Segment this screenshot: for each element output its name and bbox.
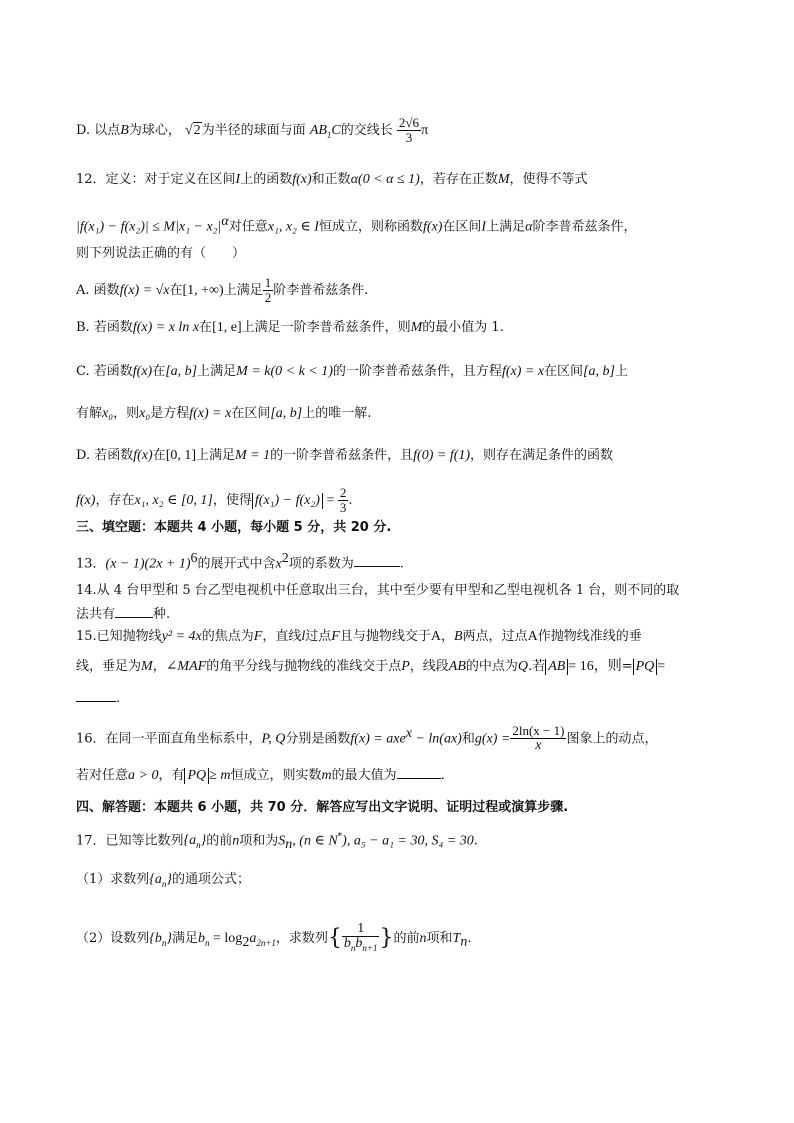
text: ，线段 [409, 659, 449, 674]
math: x₀ [102, 406, 114, 421]
q17-part1 [76, 870, 734, 894]
text: ，则 [113, 406, 140, 421]
answer-blank[interactable] [76, 687, 116, 702]
text: 为半径的球面与面 [201, 123, 306, 138]
math: AB [309, 123, 327, 138]
text: （1）求数列 [76, 872, 150, 887]
sub: 2 [242, 934, 250, 950]
q15-line1 [76, 627, 734, 647]
text: ，求数列 [275, 930, 328, 946]
math: I [235, 172, 241, 187]
sup: 2 [281, 551, 289, 566]
text: 16．在同一平面直角坐标系中， [76, 731, 262, 747]
text: . [473, 833, 478, 849]
math: M [497, 172, 510, 187]
text: 的交线长 [340, 123, 393, 138]
text: 项和 [426, 930, 453, 946]
math: [0, 1] [165, 448, 197, 463]
sequence-a [149, 872, 172, 887]
text: 上满足 [196, 448, 236, 463]
text: . [440, 768, 445, 783]
math: M = 1 [235, 448, 271, 463]
pi: π [421, 123, 429, 138]
text: 作抛物线准线的垂 [537, 629, 642, 644]
text: 则下列说法正确的有（ ） [76, 246, 246, 261]
math: b [355, 936, 363, 951]
section-answer-heading: 四、解答题：本题共 6 小题，共 70 分．解答应写出文字说明、证明过程或演算步骤. [76, 800, 569, 815]
text: 在区间 [544, 364, 584, 379]
q14-line2 [76, 603, 734, 625]
math: x₀ [139, 406, 151, 421]
text: 的前 [393, 930, 420, 946]
sup: x [405, 726, 412, 741]
math: = log [209, 930, 243, 946]
text: 上满足 [197, 364, 237, 379]
text: .若 [528, 659, 546, 674]
math: x₁, x₂ ∈ I [267, 219, 319, 235]
math: M [410, 320, 423, 335]
math: f(x) [132, 364, 153, 379]
text: ，存在 [95, 493, 135, 508]
q12-option-d-line2 [76, 486, 734, 515]
q15-line3 [76, 687, 734, 709]
math: f(x) [422, 219, 443, 235]
q12-option-d-line1 [76, 446, 734, 466]
equals: = [657, 659, 666, 674]
text: 有解 [76, 406, 103, 421]
sub: n [161, 937, 167, 948]
text: 项和为 [239, 833, 279, 849]
text: ，则存在满足条件的函数 [470, 448, 614, 463]
q12-option-b [76, 318, 734, 338]
math: T [452, 930, 461, 946]
sub: n [161, 878, 167, 889]
text: 在区间 [442, 219, 482, 235]
math: f(x) [76, 493, 96, 508]
text: 15.已知抛物线 [76, 629, 162, 644]
q12-option-c-line1 [76, 362, 734, 382]
math: Q [517, 659, 529, 674]
q11-option-d [76, 116, 734, 145]
left-brace: { [327, 925, 342, 951]
sup: α [221, 214, 229, 229]
answer-blank[interactable] [397, 764, 441, 779]
text: 的中点为 [465, 659, 518, 674]
text: = [621, 659, 633, 674]
fraction [263, 276, 274, 305]
sub: n [205, 937, 210, 948]
q13 [76, 549, 734, 574]
text: 和正数 [311, 172, 351, 187]
text: 17．已知等比数列 [76, 833, 184, 849]
math: A [527, 629, 538, 644]
text: ，使得 [212, 493, 252, 508]
math: P, Q [261, 731, 286, 747]
math: f(x) [292, 172, 312, 187]
math: I [481, 219, 487, 235]
math: B [120, 123, 129, 138]
text: = 16，则 [568, 659, 622, 674]
fraction [338, 486, 349, 515]
q14-line1: 14.从 4 台甲型和 5 台乙型电视机中任意取出三台，其中至少要有甲型和乙型电视机各 1 台，则不同的取 [76, 583, 680, 598]
math: [1, +∞) [182, 283, 224, 298]
text: 的通项公式； [172, 872, 251, 887]
text: 的一阶李普希兹条件，且 [270, 448, 414, 463]
sub: 1 [326, 129, 332, 140]
math: ), a₅ − a₁ = 30, S₄ = 30 [342, 833, 474, 849]
math: AB [448, 659, 466, 674]
math: {b [149, 930, 162, 946]
math: f(x) = x ln x [132, 320, 200, 335]
math: x [275, 556, 282, 572]
math: , (n ∈ N [292, 833, 338, 849]
text: 12．定义：对于定义在区间 [76, 172, 236, 187]
text: 的角平分线与抛物线的准线交于点 [206, 659, 402, 674]
text: 13． [76, 556, 106, 572]
option-label: B. [76, 320, 90, 335]
numerator: 2 [339, 485, 347, 500]
math: S [278, 833, 286, 849]
text: 满足 [172, 930, 199, 946]
math: f(x) = √x [119, 283, 170, 298]
option-label: D. [76, 448, 91, 463]
q16-line2 [76, 764, 734, 786]
text: 恒成立，则称函数 [318, 219, 423, 235]
q17-part2 [76, 922, 734, 955]
math: B [453, 629, 463, 644]
text: 上的唯一解. [302, 406, 372, 421]
q12-option-a [76, 276, 734, 305]
sub: 2n+1 [256, 937, 276, 948]
text: 项的系数为 [288, 556, 354, 572]
text: 阶李普希兹条件. [273, 283, 369, 298]
text: 上满足一阶李普希兹条件，则 [241, 320, 411, 335]
option-label: D. [76, 123, 91, 138]
sequence-a [183, 833, 207, 851]
text: 若函数 [93, 320, 133, 335]
text: 若对任意 [76, 768, 129, 783]
text: 且与抛物线交于 [339, 629, 431, 644]
text: 分别是函数 [285, 731, 351, 747]
math: f(x) [133, 448, 153, 463]
math: ∠MAF [165, 659, 207, 674]
text: 函数 [93, 283, 120, 298]
text: 法共有 [76, 607, 116, 622]
text: 的一阶李普希兹条件，且方程 [332, 364, 502, 379]
absolute-value: f(x₁) − f(x₂) [252, 493, 323, 509]
text: 上满足 [486, 219, 526, 235]
math: } [166, 872, 172, 887]
math: } [200, 833, 207, 849]
sqrt-2: √2 [184, 123, 201, 138]
sup: 6 [190, 551, 198, 566]
text: ，使得不等式 [509, 172, 588, 187]
math: b [198, 930, 206, 946]
text: 若函数 [94, 448, 134, 463]
text: 以点 [94, 123, 121, 138]
text: ， [440, 629, 454, 644]
math: a [249, 930, 257, 946]
denominator: x [535, 738, 542, 754]
math: |f(x₁) − f(x₂)| ≤ M|x₁ − x₂| [76, 219, 222, 235]
sup: * [337, 832, 343, 842]
math: {a [183, 833, 197, 849]
text: 和 [461, 731, 475, 747]
q12-line3 [76, 244, 734, 264]
denominator: 2 [264, 290, 272, 305]
period: . [348, 493, 353, 508]
numerator: 1 [264, 275, 272, 290]
math: P [401, 659, 410, 674]
math: n [419, 930, 427, 946]
math: M [141, 659, 153, 674]
text: . [116, 691, 121, 706]
math: l [301, 629, 306, 644]
math: f(x) = x [501, 364, 545, 379]
sub: n [285, 836, 293, 852]
text: （2）设数列 [76, 930, 150, 946]
sub: n [460, 934, 468, 950]
math: } [166, 930, 172, 946]
math: M = k(0 < k < 1) [236, 364, 333, 379]
text: 线，垂足为 [76, 659, 142, 674]
fraction [510, 724, 566, 753]
math: [a, b] [270, 406, 303, 421]
q12-line2 [76, 212, 734, 237]
alpha: α [525, 219, 533, 235]
text: 是方程 [150, 406, 190, 421]
bn-definition [198, 930, 276, 950]
text: 在 [169, 283, 183, 298]
math: F [253, 629, 263, 644]
text: 对任意 [228, 219, 268, 235]
math: A [430, 629, 441, 644]
text: 上 [614, 364, 628, 379]
text: 上满足 [223, 283, 263, 298]
absolute-value: PQ [184, 768, 209, 784]
numerator: 2ln(x − 1) [512, 723, 565, 739]
numerator: 2√6 [398, 115, 420, 130]
text: 在 [199, 320, 213, 335]
text: 的前 [206, 833, 233, 849]
math: g(x) = [474, 731, 511, 747]
option-label: C. [76, 364, 90, 379]
absolute-value: PQ [633, 659, 658, 675]
text: ，若存在正数 [419, 172, 498, 187]
right-brace: } [379, 925, 394, 951]
text: 过点 [305, 629, 332, 644]
math: b [343, 936, 351, 951]
math: a > 0 [128, 768, 159, 783]
text: ，直线 [262, 629, 302, 644]
math: ≥ m [209, 768, 231, 783]
absolute-value: AB [545, 659, 568, 675]
text: 图象上的动点， [566, 731, 658, 747]
math: f(x) = axe [350, 731, 406, 747]
text: ， [152, 659, 166, 674]
answer-blank[interactable] [115, 603, 153, 618]
math: f(0) = f(1) [413, 448, 471, 463]
text: 的焦点为 [201, 629, 254, 644]
math: F [331, 629, 340, 644]
q17-stem [76, 827, 734, 855]
math: [1, e] [212, 320, 242, 335]
text: 阶李普希兹条件， [532, 219, 637, 235]
fraction [397, 116, 421, 145]
sub: n [196, 840, 201, 851]
q12-option-c-line2 [76, 404, 734, 424]
fraction [342, 922, 380, 955]
text: 若函数 [93, 364, 133, 379]
math: (x − 1)(2x + 1) [105, 556, 191, 572]
denominator: 3 [405, 130, 413, 145]
math: α(0 < α ≤ 1) [350, 172, 420, 187]
text: 在区间 [231, 406, 271, 421]
text: 在 [152, 448, 166, 463]
section-fill-in-heading: 三、填空题：本题共 4 小题，每小题 5 分，共 20 分. [76, 520, 392, 535]
math: {a [149, 872, 162, 887]
math: [a, b] [583, 364, 615, 379]
denominator [342, 937, 380, 955]
math: − ln(ax) [411, 731, 462, 747]
text: . [399, 556, 404, 572]
text: 在 [152, 364, 166, 379]
text: . [467, 930, 472, 946]
sub: n [350, 942, 356, 953]
math: f(x) = x [189, 406, 232, 421]
q12-line1 [76, 170, 734, 190]
equals: = [322, 493, 338, 508]
text: ，有 [158, 768, 185, 783]
math: m [321, 768, 332, 783]
math: y² = 4x [161, 629, 202, 644]
plane-abc [310, 123, 341, 138]
math: C [331, 123, 341, 138]
text: 的最大值为 [331, 768, 397, 783]
denominator: 3 [339, 500, 347, 515]
math: [a, b] [165, 364, 198, 379]
text: 两点，过点 [462, 629, 528, 644]
text: 的最小值为 1. [422, 320, 504, 335]
text: 种. [153, 607, 171, 622]
q16-line1 [76, 724, 734, 753]
text: 的展开式中含 [197, 556, 276, 572]
option-label: A. [76, 283, 90, 298]
numerator: 1 [342, 922, 380, 937]
text: 上的函数 [240, 172, 293, 187]
answer-blank[interactable] [354, 552, 400, 567]
sequence-b [149, 931, 172, 946]
math: n [232, 833, 240, 849]
text: 为球心， [128, 123, 181, 138]
sub: n+1 [362, 942, 378, 953]
q15-line2 [76, 657, 734, 677]
text: 恒成立，则实数 [230, 768, 322, 783]
math: x₁, x₂ ∈ [0, 1] [134, 493, 213, 508]
